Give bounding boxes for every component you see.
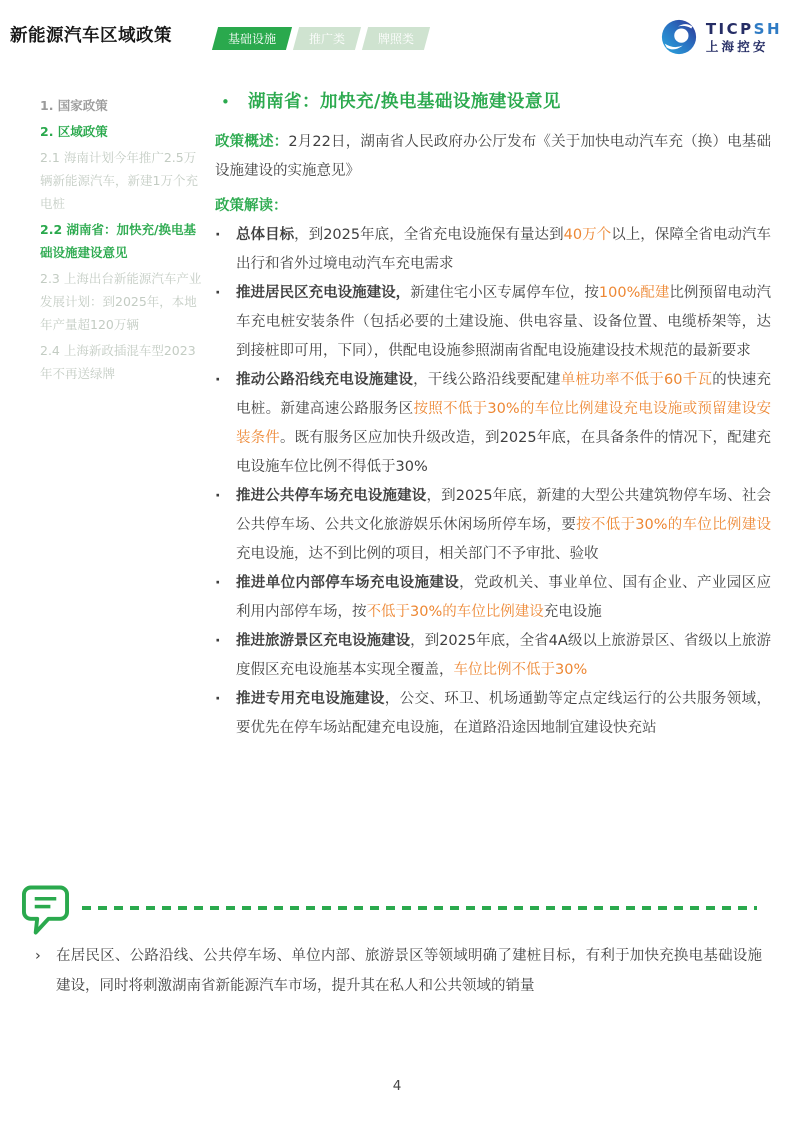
policy-bullet <box>215 685 771 743</box>
policy-bullet <box>215 366 771 482</box>
bullet-lead-text: 推进单位内部停车场充电设施建设 <box>236 575 460 591</box>
bullet-lead-text: 推进旅游景区充电设施建设 <box>236 633 411 649</box>
bullet-text: 充电设施 <box>543 604 602 620</box>
policy-bullet-list <box>215 221 771 743</box>
brand-name-accent: SH <box>753 19 782 38</box>
header-tag-label: 推广类 <box>309 32 346 46</box>
policy-bullet <box>215 627 771 685</box>
note-text: 在居民区、公路沿线、公共停车场、单位内部、旅游景区等领域明确了建桩目标，有利于加快充换电基础设施建设，同时将刺激湖南省新能源汽车市场，提升其在私人和公共领域的销量 <box>56 948 762 994</box>
bullet-text: ，到2025年底，新建的大型公共建筑物停车场、社会公共停车场、公共文化旅游娱乐休闲场所停车场，要 <box>236 488 771 533</box>
bullet-content <box>236 279 771 366</box>
bullet-content <box>236 482 771 569</box>
sidebar-item[interactable]: 2.2 湖南省：加快充/换电基础设施建设意见 <box>40 222 197 260</box>
page-header <box>10 19 782 66</box>
sidebar-toc <box>40 94 202 388</box>
bullet-marker: · <box>215 575 221 591</box>
bullet-text: 新建住宅小区专属停车位，按 <box>410 285 599 301</box>
policy-bullet <box>215 482 771 569</box>
bullet-marker: · <box>215 372 221 388</box>
header-tag-label: 基础设施 <box>228 32 277 46</box>
brand-logo-text <box>706 20 782 54</box>
bullet-lead-text: 总体目标 <box>236 227 295 243</box>
policy-bullet <box>215 279 771 366</box>
comment-icon <box>22 885 69 937</box>
bullet-content <box>236 627 771 685</box>
bullet-marker: · <box>215 633 221 649</box>
section-title: 湖南省：加快充/换电基础设施建设意见 <box>248 92 561 112</box>
highlight-text: 按不低于30%的车位比例建设 <box>576 517 771 533</box>
bullet-content <box>236 221 771 279</box>
sidebar-item[interactable]: 1. 国家政策 <box>40 98 108 113</box>
bullet-lead-text: 推进公共停车场充电设施建设 <box>236 488 427 504</box>
brand-name-main: TICP <box>705 19 754 38</box>
policy-bullet <box>215 221 771 279</box>
bullet-marker: · <box>215 691 221 707</box>
bullet-text: 充电设施，达不到比例的项目，相关部门不予审批、验收 <box>236 546 599 562</box>
dashed-divider <box>82 906 757 910</box>
overview-text: 2月22日，湖南省人民政府办公厅发布《关于加快电动汽车充（换）电基础设施建设的实施意见》 <box>215 134 771 179</box>
header-tag-label: 牌照类 <box>378 32 415 46</box>
bullet-content <box>236 569 771 627</box>
highlight-text: 不低于30%的车位比例建设 <box>366 604 544 620</box>
highlight-text: 100%配建 <box>598 285 670 301</box>
sidebar-item[interactable]: 2.1 海南计划今年推广2.5万辆新能源汽车，新建1万个充电桩 <box>40 150 198 211</box>
sidebar-item[interactable]: 2.3 上海出台新能源汽车产业发展计划：到2025年，本地年产量超120万辆 <box>40 271 202 332</box>
section-title-row <box>215 88 771 113</box>
bullet-lead-text: 推进专用充电设施建设 <box>236 691 385 707</box>
bullet-text: 以上，保障全省电动汽车出行和省外过境电动汽车充电需求 <box>236 227 772 272</box>
bullet-lead-text: 推动公路沿线充电设施建设 <box>236 372 414 388</box>
brand-subtitle: 上海控安 <box>705 38 769 54</box>
analyst-note <box>35 941 762 1001</box>
bullet-text: ，到2025年底，全省4A级以上旅游景区、省级以上旅游度假区充电设施基本实现全覆盖， <box>236 633 772 678</box>
bullet-marker: · <box>215 227 221 243</box>
brand-name <box>706 20 782 39</box>
bullet-lead-text: 推进居民区充电设施建设， <box>236 285 411 301</box>
note-arrow: › <box>35 948 41 964</box>
bullet-marker: · <box>215 285 221 301</box>
bullet-text: 的快速充电桩。新建高速公路服务区 <box>236 372 772 417</box>
highlight-text: 单桩功率不低于60千瓦 <box>560 372 713 388</box>
header-tags <box>215 27 427 50</box>
comment-divider-row <box>22 885 757 937</box>
highlight-text: 40万个 <box>563 227 612 243</box>
bullet-text: ，到2025年底，全省充电设施保有量达到 <box>294 227 564 243</box>
brand-logo <box>660 18 782 56</box>
header-tag[interactable] <box>293 27 361 50</box>
bullet-content <box>236 685 771 743</box>
bullet-text: ，公交、环卫、机场通勤等定点定线运行的公共服务领域，要优先在停车场站配建充电设施，在道路沿途因地制宜建设快充站 <box>236 691 772 736</box>
policy-bullet <box>215 569 771 627</box>
brand-logo-icon <box>660 18 698 56</box>
bullet-text: ，干线公路沿线要配建 <box>413 372 561 388</box>
highlight-text: 车位比例不低于30% <box>453 662 588 678</box>
overview-label: 政策概述： <box>215 134 289 150</box>
page-number: 4 <box>392 1078 402 1094</box>
sidebar-item[interactable]: 2.4 上海新政插混车型2023年不再送绿牌 <box>40 343 196 381</box>
bullet-content <box>236 366 771 482</box>
section-title-bullet: • <box>221 93 230 111</box>
interpretation-label: 政策解读： <box>215 198 288 214</box>
bullet-text: 。既有服务区应加快升级改造，到2025年底，在具备条件的情况下，配建充电设施车位比例不得低于30% <box>236 430 771 475</box>
policy-overview <box>215 128 771 186</box>
bullet-marker: · <box>215 488 221 504</box>
page-title: 新能源汽车区域政策 <box>10 26 172 46</box>
bullet-text: ，党政机关、事业单位、国有企业、产业园区应利用内部停车场，按 <box>236 575 772 620</box>
bullet-text: 比例预留电动汽车充电桩安装条件（包括必要的土建设施、供电容量、设备位置、电缆桥架等，达到接桩即可用，下同），供配电设施参照湖南省配电设施建设技术规范的最新要求 <box>236 285 771 359</box>
main-content <box>215 88 771 743</box>
header-tag[interactable] <box>362 27 430 50</box>
header-tag[interactable] <box>212 27 292 50</box>
highlight-text: 按照不低于30%的车位比例建设充电设施或预留建设安装条件 <box>236 401 771 446</box>
sidebar-item[interactable]: 2. 区域政策 <box>40 124 108 139</box>
